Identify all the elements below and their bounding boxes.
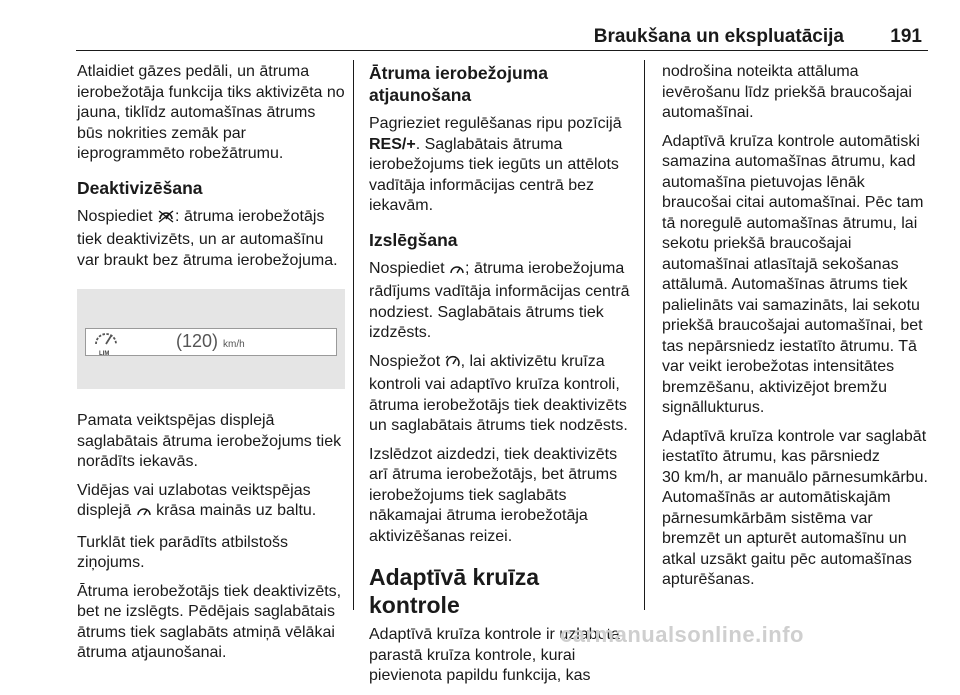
text-fragment: krāsa mainās uz baltu. (151, 502, 317, 519)
text-fragment: Adaptīvā kruīza kontrole var saglabāt iestatīto ātrumu, kas pārsniedz (662, 427, 927, 465)
paragraph-basic-display: Pamata veiktspējas displejā saglabātais ātruma ierobežojums tiek norādīts iekavās. (77, 412, 342, 470)
speed-limiter-display-illustration (77, 289, 345, 389)
speed-limiter-off-icon (157, 208, 175, 231)
stored-speed (176, 331, 245, 356)
paragraph-deactivate (77, 207, 345, 272)
page-header (0, 0, 960, 50)
paragraph-ignition-off: Izslēdzot aizdedzi, tiek deaktivizēts arī ātruma ierobežotājs, bet ātrums ierobežojums tiek saglabāts nākamajai ātruma ierobežotāja aktivizēšanas reizei. (369, 445, 618, 545)
paragraph-acc-speed (662, 427, 930, 591)
column-divider-right (644, 60, 645, 610)
watermark: carmanualsonline.info (560, 622, 804, 647)
text-fragment: : ātruma ierobežotājs tiek deaktivizēts, un ar automašīnu var braukt bez ātruma ierobežojuma. (77, 207, 338, 269)
column-divider-left (353, 60, 354, 610)
text-fragment: Automašīnās ar automātiskajām pārnesumkārbām sistēma var bremzēt un apturēt automašīnu un atkal uzsākt gaitu pēc automašīnas apturēšanas. (662, 489, 912, 588)
column-3 (662, 62, 930, 599)
paragraph-switch-off (369, 259, 635, 344)
paragraph-acc-distance: nodrošina noteikta attāluma ievērošanu līdz priekšā braucošajai automašīnai. (662, 63, 912, 121)
text-fragment: Nospiediet (369, 259, 450, 277)
heading-restore: Ātruma ierobežojuma atjaunošana (369, 63, 548, 105)
speed-limiter-icon (136, 503, 152, 525)
text-fragment: Nospiežot (369, 352, 445, 370)
stored-speed-value: (120) (176, 331, 219, 351)
text-fragment: Nospiediet (77, 207, 158, 225)
paragraph-acc-function: Adaptīvā kruīza kontrole automātiski samazina automašīnas ātrumu, kad automašīna pietuvojas lēnāk braucošai citai automašīnai. Pēc tam tā noregulē automašīnas ātrumu, lai sekotu priekšā braucošajai automašīnai atlasītajā sekošanas attālumā. Automašīnas ātrums tiek palielināts vai samazināts, lai sekotu priekšā braucošajai automašīnai, bet tas nepārsniedz iestatīto ātrumu. Tā var veikt ierobežotas intensitātes bremzēšanu, aktivizējot bremžu signāllukturus. (662, 132, 924, 416)
paragraph-reactivation: Atlaidiet gāzes pedāli, un ātruma ierobežotāja funkcija tiks aktivizēta no jauna, tiklīdz automašīnas ātrums būs nokrities zemāk par ieprogrammēto robežātrumu. (77, 63, 345, 162)
column-2 (369, 62, 635, 695)
column-1 (77, 62, 345, 672)
header-rule (76, 50, 928, 51)
heading-switch-off: Izslēgšana (369, 229, 458, 250)
paragraph-acc-intro: Adaptīvā kruīza kontrole ir uzlabota parastā kruīza kontrole, kurai pievienota papildu funkcija, kas (369, 626, 620, 684)
cruise-control-icon (445, 354, 461, 376)
text-fragment: . Saglabātais ātruma ierobežojums tiek iegūts un attēlots vadītāja informācijas centrā bez iekavām. (369, 135, 619, 214)
section-title: Braukšana un ekspluatācija (593, 26, 844, 47)
res-plus-label: RES/+ (369, 135, 416, 153)
speed-limiter-icon (449, 261, 465, 283)
text-fragment: ; ātruma ierobežojuma rādījums vadītāja informācijas centrā nodziest. Saglabātais ātrums tiek izdzēsts. (369, 259, 630, 341)
paragraph-cruise-activation (369, 352, 635, 437)
page-number: 191 (890, 26, 922, 47)
text-fragment: 30 km/h, ar manuālo pārnesumkārbu. (662, 468, 928, 486)
text-fragment: Pagrieziet regulēšanas ripu pozīcijā (369, 115, 622, 132)
heading-deactivation: Deaktivizēšana (77, 177, 203, 198)
paragraph-message: Turklāt tiek parādīts atbilstošs ziņojums. (77, 533, 289, 571)
paragraph-not-switched-off: Ātruma ierobežotājs tiek deaktivizēts, bet ne izslēgts. Pēdējais saglabātais ātrums tiek saglabāts atmiņā vēlākai ātruma atjaunošanai. (77, 582, 342, 661)
heading-adaptive-cruise-control: Adaptīvā kruīza kontrole (369, 564, 539, 618)
text-fragment: Vidējas vai uzlabotas veiktspējas displejā (77, 481, 311, 519)
display-panel (85, 328, 337, 356)
paragraph-mid-display (77, 481, 345, 525)
lim-label: LIM (99, 351, 110, 357)
speed-unit: km/h (223, 339, 245, 350)
text-fragment: , lai aktivizētu kruīza kontroli vai adaptīvo kruīza kontroli, ātruma ierobežotājs tiek deaktivizēts un saglabātais ātrums tiek nodzēsts. (369, 352, 628, 434)
paragraph-restore (369, 114, 635, 217)
